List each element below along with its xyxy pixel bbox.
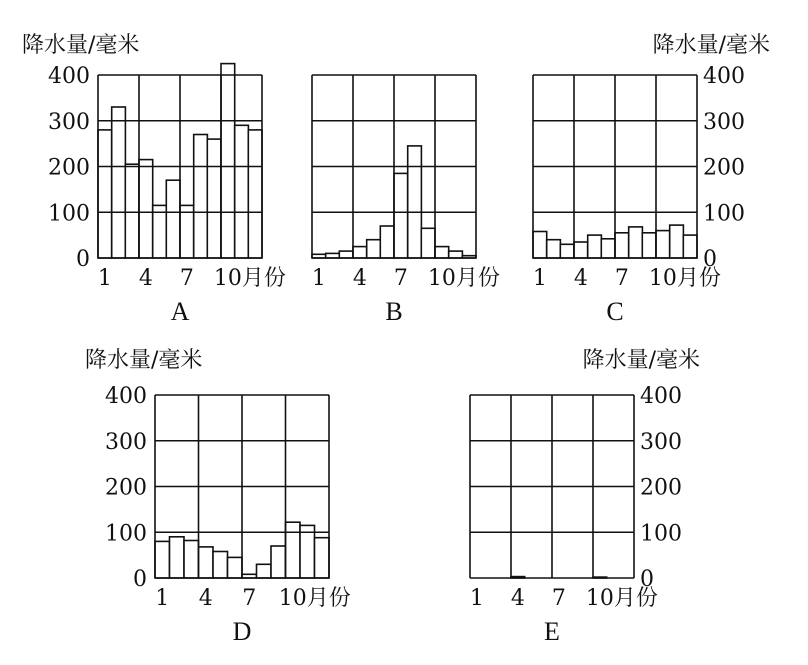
x-axis-label: 月份	[306, 586, 351, 611]
panel-letter: B	[385, 297, 403, 326]
y-tick-label: 200	[48, 155, 90, 181]
bar-d-2	[170, 537, 185, 578]
x-tick-label: 1	[97, 266, 112, 291]
bar-b-3	[339, 251, 353, 258]
bar-d-1	[155, 541, 170, 578]
bar-d-8	[257, 564, 272, 578]
bar-b-7	[394, 173, 408, 258]
y-tick-label: 100	[640, 521, 682, 547]
x-tick-label: 7	[242, 586, 257, 611]
bar-a-7	[180, 205, 194, 258]
bar-c-3	[560, 244, 574, 258]
y-tick-label: 0	[703, 247, 717, 272]
bar-c-5	[588, 235, 602, 258]
bar-d-10	[286, 522, 301, 578]
x-tick-label: 10	[278, 586, 307, 611]
bar-b-9	[421, 228, 435, 258]
chart-panel-d	[85, 348, 351, 646]
x-tick-label: 1	[311, 266, 326, 291]
x-tick-label: 10	[427, 266, 456, 291]
y-tick-label: 300	[640, 429, 682, 455]
x-tick-label: 10	[213, 266, 242, 291]
x-tick-label: 7	[179, 266, 194, 291]
x-tick-label: 4	[138, 266, 153, 291]
y-tick-label: 400	[48, 64, 90, 89]
bar-c-6	[601, 239, 615, 258]
chart-panel-a	[22, 33, 286, 326]
bar-a-12	[248, 130, 262, 258]
x-tick-label: 4	[573, 266, 588, 291]
panel-letter: A	[170, 297, 190, 326]
x-axis-label: 月份	[613, 586, 658, 611]
bar-c-7	[615, 233, 629, 258]
grid-e	[470, 395, 634, 578]
bar-b-10	[435, 247, 449, 258]
bar-a-8	[194, 135, 208, 259]
bar-a-1	[98, 130, 112, 258]
y-axis-unit-label: 降水量/毫米	[22, 33, 140, 58]
bar-c-1	[533, 232, 547, 259]
bar-a-6	[166, 180, 180, 258]
bar-a-4	[139, 160, 153, 258]
y-tick-label: 200	[703, 155, 745, 181]
bar-d-9	[271, 546, 286, 578]
x-tick-label: 10	[585, 586, 614, 611]
y-tick-label: 200	[105, 475, 147, 501]
y-tick-label: 400	[703, 64, 745, 89]
x-tick-label: 7	[393, 266, 408, 291]
x-axis-label: 月份	[241, 266, 286, 291]
x-tick-label: 7	[614, 266, 629, 291]
bar-c-11	[670, 225, 684, 258]
y-axis-unit-label: 降水量/毫米	[85, 348, 203, 373]
bar-d-4	[199, 547, 214, 578]
y-tick-label: 300	[48, 109, 90, 135]
bar-b-6	[380, 226, 394, 258]
bar-c-2	[547, 240, 561, 258]
bar-a-10	[221, 64, 235, 258]
chart-panel-e	[470, 348, 700, 646]
bar-d-3	[184, 541, 199, 579]
panel-letter: E	[544, 617, 560, 646]
x-tick-label: 4	[352, 266, 367, 291]
y-tick-label: 0	[133, 567, 147, 592]
y-tick-label: 400	[640, 384, 682, 409]
bar-d-12	[315, 538, 330, 578]
x-axis-label: 月份	[455, 266, 500, 291]
y-tick-label: 100	[48, 201, 90, 227]
y-tick-label: 200	[640, 475, 682, 501]
bar-d-6	[228, 557, 243, 578]
bar-b-4	[353, 247, 367, 258]
y-tick-label: 100	[105, 521, 147, 547]
bar-a-5	[153, 205, 167, 258]
x-tick-label: 10	[648, 266, 677, 291]
chart-panel-c	[533, 33, 770, 326]
y-tick-label: 300	[703, 109, 745, 135]
bar-b-5	[367, 240, 381, 258]
x-tick-label: 4	[198, 586, 213, 611]
x-tick-label: 1	[469, 586, 484, 611]
y-axis-unit-label: 降水量/毫米	[582, 348, 700, 373]
bar-a-11	[235, 125, 249, 258]
bar-a-3	[125, 164, 139, 258]
bar-a-2	[112, 107, 126, 258]
x-tick-label: 4	[510, 586, 525, 611]
bar-c-4	[574, 242, 588, 258]
panel-letter: C	[606, 297, 624, 326]
x-tick-label: 7	[551, 586, 566, 611]
bar-d-5	[213, 552, 228, 579]
bar-b-11	[449, 251, 463, 258]
y-axis-unit-label: 降水量/毫米	[652, 33, 770, 58]
bar-c-10	[656, 231, 670, 258]
y-tick-label: 0	[76, 247, 90, 272]
panel-letter: D	[232, 617, 252, 646]
y-tick-label: 100	[703, 201, 745, 227]
bar-c-8	[629, 227, 643, 258]
x-tick-label: 1	[532, 266, 547, 291]
bar-b-8	[408, 146, 422, 258]
bar-a-9	[207, 139, 221, 258]
bar-d-11	[300, 525, 315, 578]
y-tick-label: 400	[105, 384, 147, 409]
y-tick-label: 0	[640, 567, 654, 592]
bar-c-12	[683, 235, 697, 258]
chart-panel-b	[312, 75, 500, 326]
x-tick-label: 1	[155, 586, 170, 611]
x-axis-label: 月份	[676, 266, 721, 291]
bar-c-9	[642, 233, 656, 258]
y-tick-label: 300	[105, 429, 147, 455]
grid-b	[312, 75, 476, 258]
